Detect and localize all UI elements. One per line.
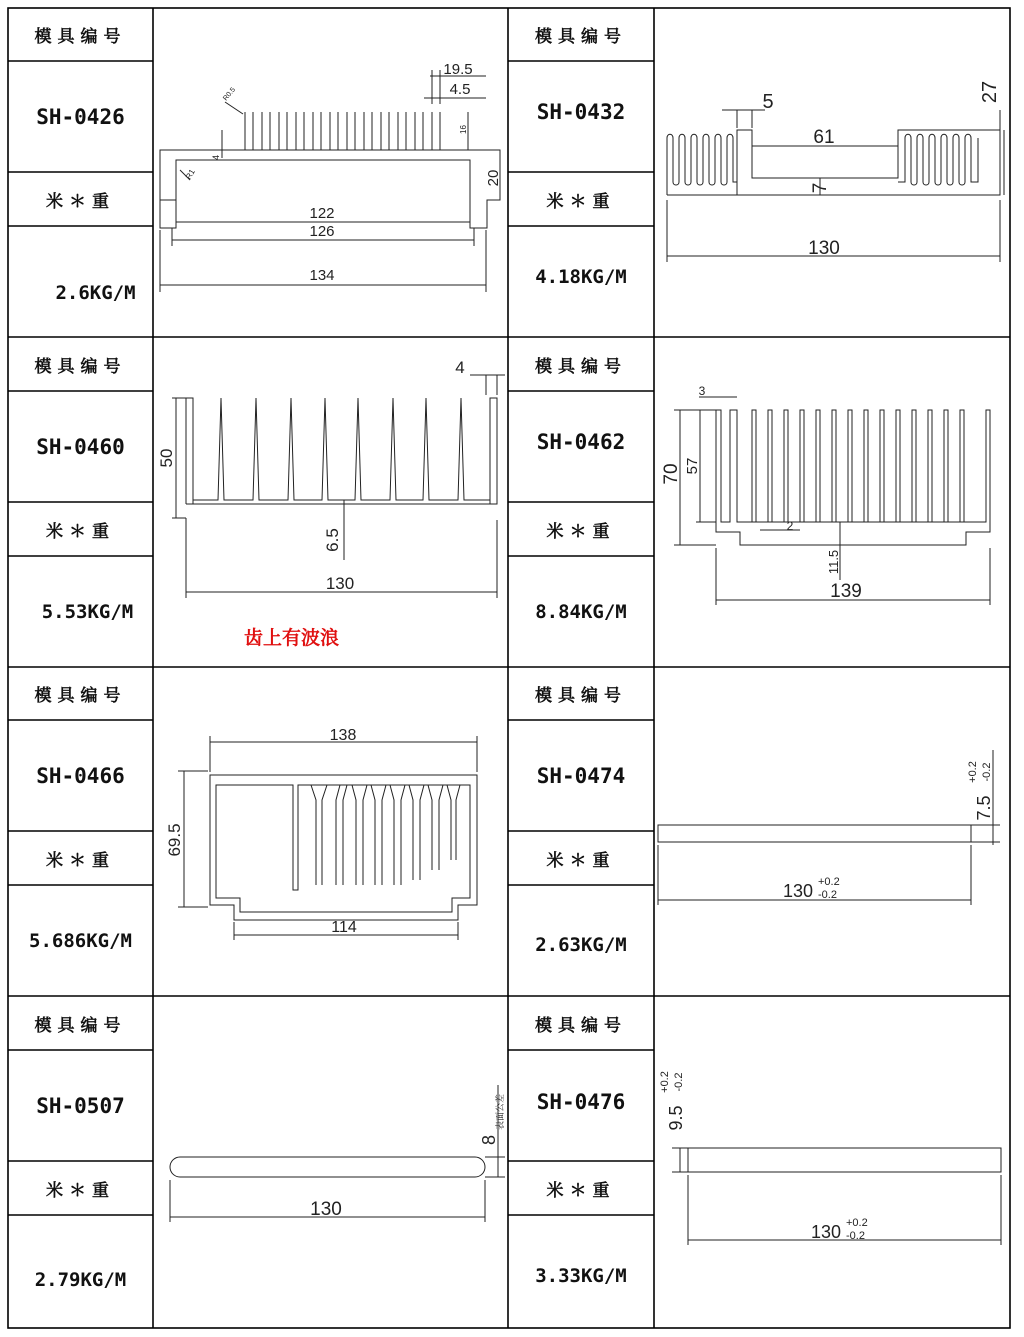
mold-code: SH-0466 [36, 763, 125, 788]
dimension-label: R1 [183, 167, 197, 181]
dimension-label: 8 [479, 1134, 499, 1146]
dimension-label: 27 [979, 80, 1001, 104]
mold-code: SH-0460 [36, 434, 125, 459]
dimension-label: 130 [782, 881, 814, 901]
weight-per-meter-label: 米＊重 [46, 521, 115, 542]
mold-code: SH-0507 [36, 1093, 125, 1118]
dimension-label: 6.5 [323, 528, 342, 552]
mold-number-header: 模具编号 [535, 27, 627, 47]
dimension-label: 16 [459, 125, 468, 134]
dimension-label: 70 [661, 463, 682, 485]
weight-value: 5.686KG/M [29, 929, 132, 952]
dimension-label: 7 [810, 182, 831, 194]
profile-drawing-sh0466 [178, 736, 477, 940]
mold-number-header: 模具编号 [34, 686, 127, 706]
mold-number-header: 模具编号 [34, 27, 127, 47]
weight-per-meter-label: 米＊重 [46, 1180, 115, 1201]
weight-per-meter-label: 米＊重 [546, 850, 616, 871]
weight-per-meter-label: 米＊重 [546, 191, 616, 212]
mold-code: SH-0432 [536, 99, 626, 124]
weight-per-meter-label: 米＊重 [546, 1180, 616, 1201]
mold-code: SH-0476 [536, 1089, 626, 1114]
dimension-label: 138 [329, 727, 357, 744]
wave-teeth-note: 齿上有波浪 [244, 627, 340, 649]
tolerance-label: +0.2 [818, 876, 840, 888]
tolerance-label: +0.2 [846, 1217, 868, 1229]
tolerance-label: 表面公差 [495, 1093, 505, 1131]
tolerance-label: +0.2 [659, 1071, 671, 1093]
tolerance-label: +0.2 [967, 761, 979, 783]
dimension-label: 7.5 [974, 795, 994, 821]
dimension-label: 3 [698, 384, 706, 398]
dimension-label: 69.5 [165, 823, 184, 857]
dimension-label: 130 [325, 574, 355, 593]
mold-number-header: 模具编号 [535, 686, 627, 706]
dimension-label: 126 [309, 223, 335, 240]
mold-code: SH-0462 [536, 429, 626, 454]
dimension-label: 20 [485, 169, 502, 187]
dimension-label: 130 [810, 1222, 842, 1242]
mold-code: SH-0474 [536, 763, 626, 788]
tolerance-label: -0.2 [818, 889, 837, 901]
weight-value: 4.18KG/M [535, 265, 627, 288]
dimension-label: 122 [309, 205, 335, 222]
dimension-label: 9.5 [666, 1105, 686, 1131]
dimension-label: 114 [331, 919, 357, 936]
weight-per-meter-label: 米＊重 [546, 521, 616, 542]
dimension-label: 61 [813, 127, 835, 148]
mold-code: SH-0426 [36, 104, 125, 129]
dimension-label: 2 [786, 519, 794, 533]
dimension-label: 4 [455, 358, 465, 377]
weight-value: 2.6KG/M [55, 281, 136, 304]
dimension-label: 134 [309, 267, 335, 284]
dimension-label: 5 [762, 91, 774, 113]
dimension-label: 11.5 [826, 549, 841, 575]
mold-number-header: 模具编号 [34, 1015, 127, 1036]
mold-number-header: 模具编号 [34, 356, 127, 377]
weight-value: 8.84KG/M [535, 600, 627, 623]
weight-value: 3.33KG/M [535, 1264, 627, 1287]
dimension-label: 57 [684, 457, 701, 475]
weight-per-meter-label: 米＊重 [46, 191, 115, 212]
tolerance-label: -0.2 [846, 1230, 865, 1242]
tolerance-label: -0.2 [673, 1072, 685, 1092]
weight-value: 5.53KG/M [41, 600, 134, 623]
weight-per-meter-label: 米＊重 [46, 850, 115, 871]
tolerance-label: -0.2 [981, 762, 993, 782]
dimension-label: 4.5 [449, 81, 471, 98]
weight-value: 2.63KG/M [535, 933, 627, 956]
profile-drawing-sh0426 [160, 70, 500, 292]
profile-drawing-sh0460 [172, 375, 505, 598]
dimension-label: 130 [310, 1199, 342, 1220]
dimension-label: 50 [157, 448, 176, 468]
dimension-label: 4 [211, 154, 221, 160]
mold-number-header: 模具编号 [535, 356, 627, 377]
weight-value: 2.79KG/M [34, 1268, 127, 1291]
dimension-label: 130 [808, 238, 840, 259]
dimension-label: 19.5 [443, 61, 473, 78]
dimension-label: R0.5 [222, 86, 238, 103]
mold-number-header: 模具编号 [535, 1015, 627, 1036]
dimension-label: 139 [830, 581, 862, 602]
